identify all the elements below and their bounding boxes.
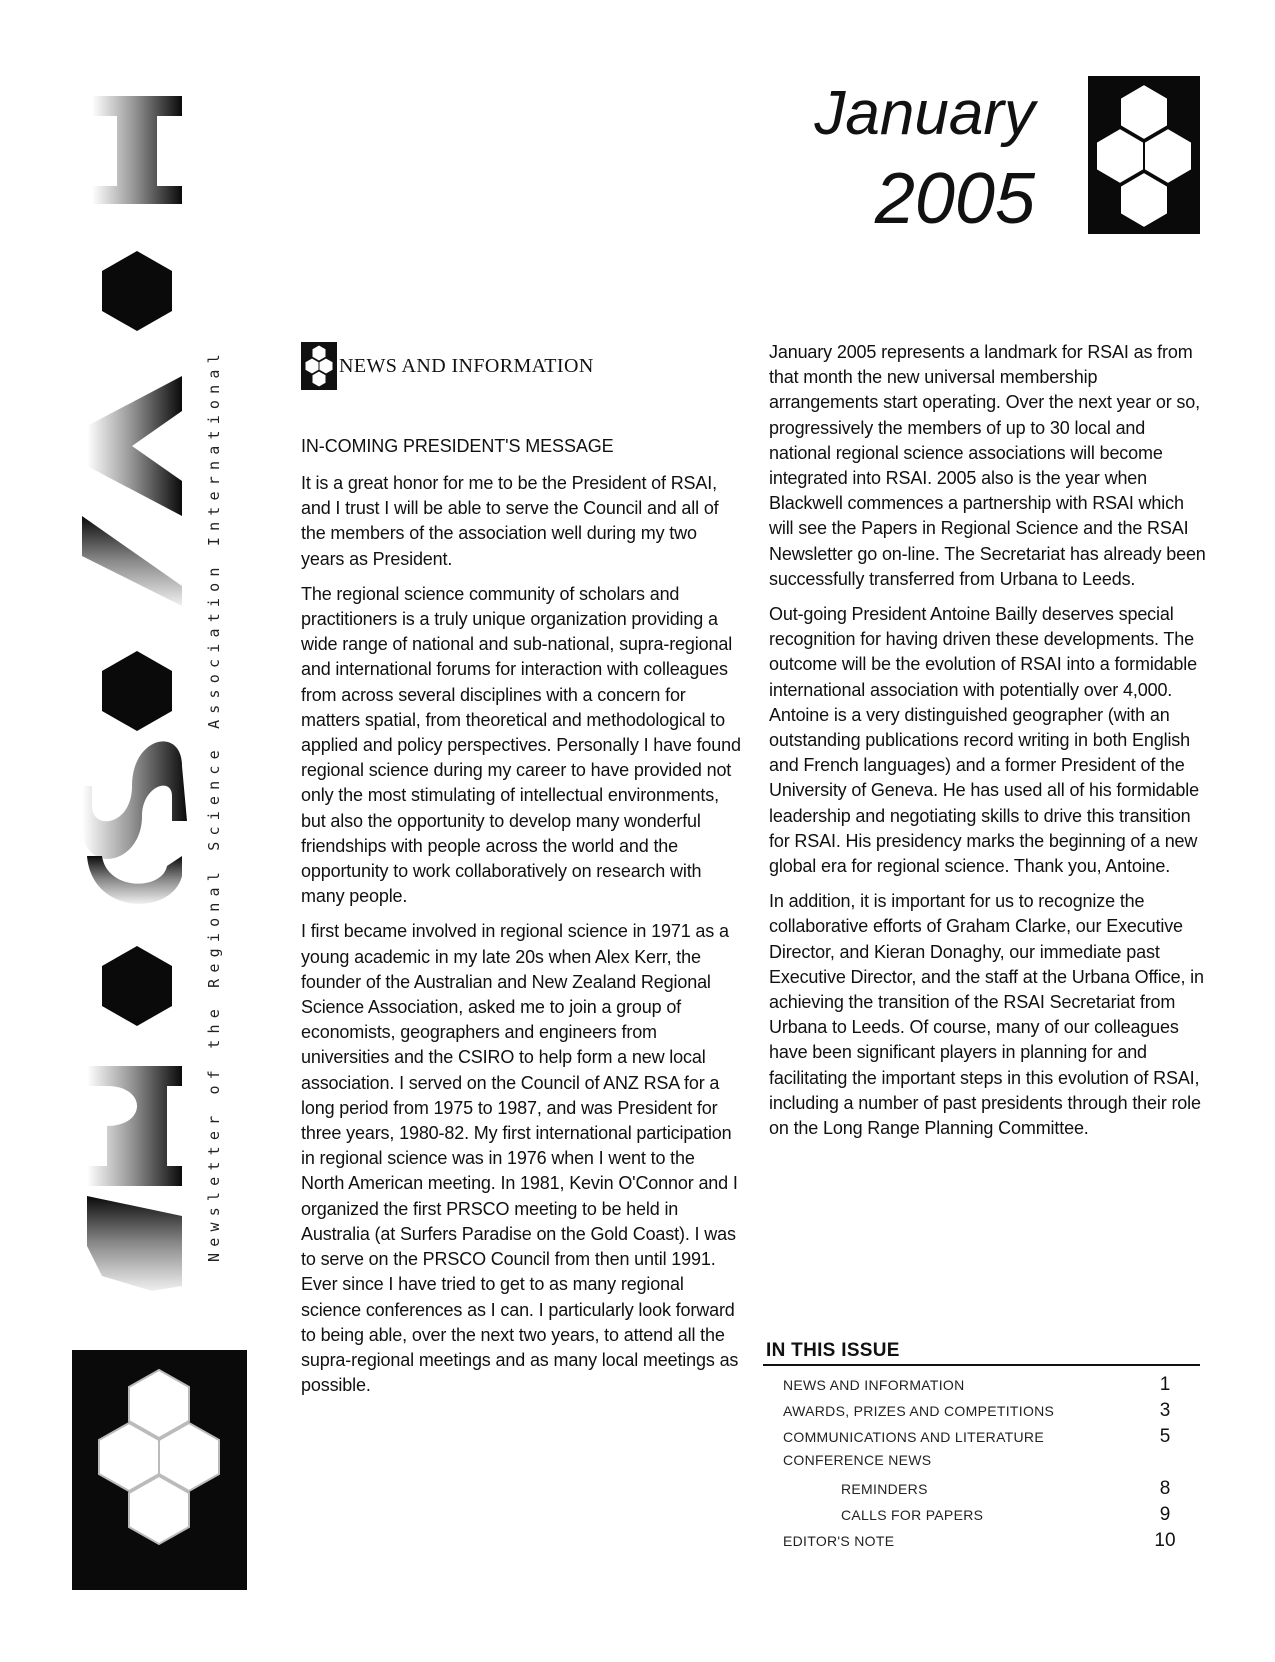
toc-item[interactable] — [763, 1400, 1200, 1426]
left-column — [301, 342, 741, 1408]
toc-title: IN THIS ISSUE — [766, 1340, 900, 1361]
toc-item[interactable] — [763, 1374, 1200, 1400]
toc-item-label: EDITOR'S NOTE — [783, 1533, 895, 1549]
toc-item-page: 3 — [1159, 1400, 1171, 1421]
toc-item[interactable] — [763, 1504, 1200, 1530]
toc-item-page: 8 — [1159, 1478, 1171, 1499]
article-paragraph: It is a great honor for me to be the President of RSAI, and I trust I will be able to serve the Council and all of the members of the association well during my two years as President. — [301, 473, 719, 569]
toc-item-page: 1 — [1159, 1374, 1171, 1395]
article-title: IN-COMING PRESIDENT'S MESSAGE — [301, 436, 614, 456]
toc-item-page: 5 — [1159, 1426, 1171, 1447]
toc-item[interactable] — [763, 1426, 1200, 1452]
toc-item-label: AWARDS, PRIZES AND COMPETITIONS — [783, 1403, 1055, 1419]
section-header — [301, 342, 741, 390]
article-paragraph: Out-going President Antoine Bailly deserves special recognition for having driven these developments. The outcome will be the evolution of RSAI into a formidable international association with potentially over 4,000. Antoine is a very distinguished geographer (with an outstanding publications record writing in both English and French languages) and a former President of the University of Geneva. He has used all of his formidable leadership and negotiating skills to drive this transition for RSAI. His presidency marks the beginning of a new global era for regional science. Thank you, Antoine. — [769, 604, 1199, 877]
toc-item-label: NEWS AND INFORMATION — [783, 1377, 965, 1393]
honeycomb-logo-block — [72, 1350, 247, 1590]
toc-item-page: 10 — [1154, 1530, 1176, 1551]
toc-item[interactable] — [763, 1452, 1200, 1478]
in-this-issue — [763, 1340, 1200, 1556]
toc-item-label: COMMUNICATIONS AND LITERATURE — [783, 1429, 1044, 1445]
article-paragraph: I first became involved in regional science in 1971 as a young academic in my late 20s when Alex Kerr, the founder of the Australian and New Zealand Regional Science Association, asked me to join a group of economists, geographers and engineers from universities and the CSIRO to help form a new local association. I served on the Council of ANZ RSA for a long period from 1975 to 1987, and was President for three years, 1980-82. My first international participation in regional science was in 1976 when I went to the North American meeting. In 1981, Kevin O'Connor and I organized the first PRSCO meeting to be held in Australia (at Surfers Paradise on the Gold Coast). I was to serve on the PRSCO Council from then until 1991. Ever since I have tried to get to as many regional science conferences as I can. I particularly look forward to being able, over the next two years, to attend all the supra-regional meetings and as many local meetings as possible. — [301, 921, 739, 1396]
section-title: NEWS AND INFORMATION — [339, 354, 594, 377]
honeycomb-icon — [301, 342, 337, 390]
toc-item-label: REMINDERS — [841, 1481, 928, 1497]
article-paragraph: The regional science community of scholars and practitioners is a truly unique organization providing a wide range of national and sub-national, supra-regional and international forums for interaction with colleagues from across several disciplines with a concern for matters spatial, from theoretical and methodological to applied and policy perspectives. Personally I have found regional science during my career to have provided not only the most stimulating of intellectual environments, but also the opportunity to develop many wonderful friendships with people across the world and the opportunity to work collaboratively on research with many people. — [301, 583, 741, 907]
honeycomb-icon — [1088, 76, 1200, 234]
masthead-subtitle: Newsletter of the Regional Science Association International — [205, 348, 223, 1262]
article-paragraph: In addition, it is important for us to recognize the collaborative efforts of Graham Clarke, our Executive Director, and Kieran Donaghy, our immediate past Executive Director, and the staff at the Urbana Office, in achieving the transition of the RSAI Secretariat from Urbana to Leeds. Of course, many of our colleagues have been significant players in planning for and facilitating the important steps in this evolution of RSAI, including a number of past presidents through their role on the Long Range Planning Committee. — [769, 891, 1204, 1139]
toc-item-page: 9 — [1159, 1504, 1171, 1525]
issue-year: 2005 — [874, 159, 1035, 239]
toc-divider — [763, 1364, 1200, 1366]
toc-item-label: CALLS FOR PAPERS — [841, 1507, 984, 1523]
toc-item[interactable] — [763, 1478, 1200, 1504]
toc-item-label: CONFERENCE NEWS — [783, 1452, 932, 1468]
masthead — [72, 86, 202, 1306]
issue-month: January — [814, 79, 1035, 148]
issue-date — [814, 78, 1035, 242]
article-paragraph: January 2005 represents a landmark for RSAI as from that month the new universal membership arrangements start operating. Over the next year or so, progressively the members of up to 30 local and national regional science associations will become integrated into RSAI. 2005 also is the year when Blackwell commences a partnership with RSAI which will see the Papers in Regional Science and the RSAI Newsletter go on-line. The Secretariat has already been successfully transferred from Urbana to Leeds. — [769, 342, 1206, 589]
toc-item[interactable] — [763, 1530, 1200, 1556]
rsai-logo — [72, 86, 202, 1306]
right-column — [769, 340, 1209, 1151]
